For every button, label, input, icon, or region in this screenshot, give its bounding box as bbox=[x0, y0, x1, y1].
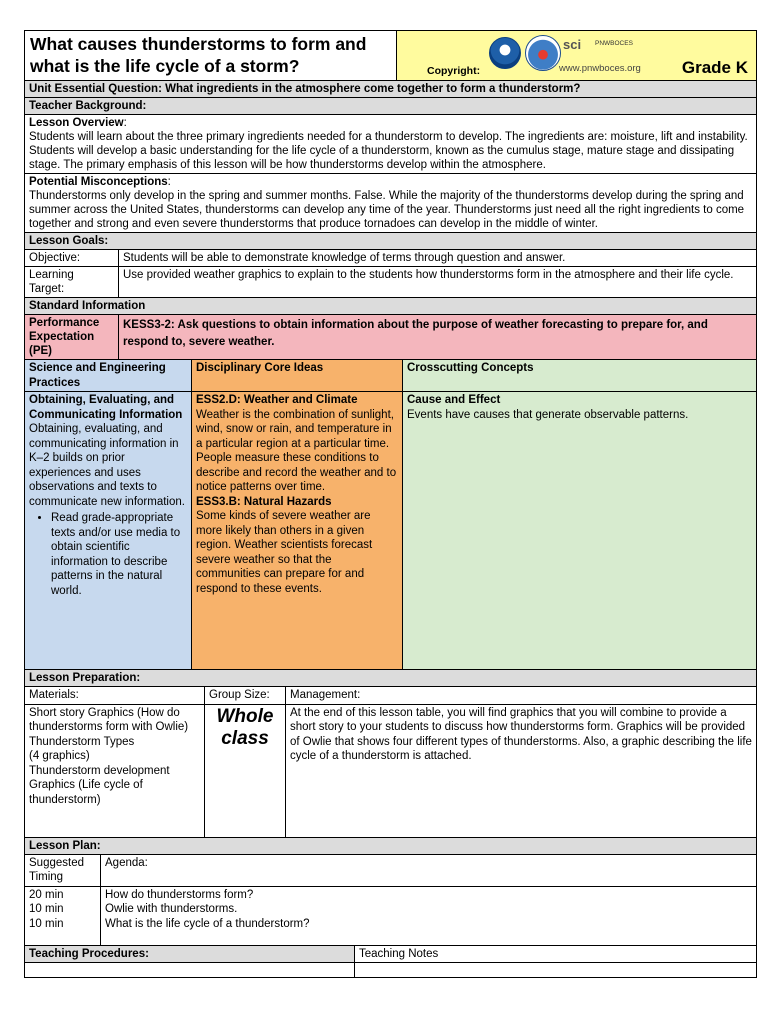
teacher-background-heading: Teacher Background: bbox=[25, 98, 756, 115]
misconceptions-label: Potential Misconceptions bbox=[29, 176, 168, 188]
title-line-1: What causes thunderstorms to form and bbox=[30, 34, 367, 54]
standards-content-row bbox=[25, 392, 756, 670]
dci-heading: Disciplinary Core Ideas bbox=[192, 360, 403, 391]
learning-target-label-2: Target: bbox=[29, 283, 65, 295]
agenda-label: Agenda: bbox=[105, 856, 148, 869]
timing-item: 10 min bbox=[29, 903, 64, 915]
pe-text: KESS3-2: Ask questions to obtain information about the purpose of weather forecasting to prepare for, and respond to, severe weather. bbox=[123, 319, 708, 348]
pe-label bbox=[25, 315, 119, 359]
timing-item: 10 min bbox=[29, 917, 64, 930]
website-text: www.pnwboces.org bbox=[559, 63, 641, 74]
teaching-notes-label: Teaching Notes bbox=[359, 947, 439, 960]
sci-logo: sci bbox=[563, 37, 582, 52]
procedures-content-row bbox=[25, 963, 756, 977]
plan-labels-row bbox=[25, 855, 756, 887]
objective-label: Objective: bbox=[25, 250, 119, 266]
notes-cell bbox=[355, 963, 756, 977]
lesson-overview-colon: : bbox=[123, 117, 127, 129]
header-logo-area bbox=[397, 31, 756, 80]
timing-list bbox=[25, 887, 101, 945]
grade-label: Grade K bbox=[681, 58, 748, 77]
material-item: Short story Graphics (How do thunderstorms form with Owlie) bbox=[29, 706, 189, 733]
lesson-overview-text: Students will learn about the three primary ingredients needed for a thunderstorm to develop. The ingredients are: moisture, lift and instability. Students will develop a basic understanding for the life cycle of a thunderstorm, known as the cumulus stage, mature stage and dissipating stage. The primary emphasis of this lesson will be how thunderstorms develop within the atmosphere. bbox=[29, 131, 748, 171]
dci-text-2: Some kinds of severe weather are more likely than others in a given region. Weather scientists forecast severe weather so that the communities can prepare for and respond to these events. bbox=[196, 510, 373, 595]
learning-target-label-1: Learning bbox=[29, 269, 74, 281]
objective-row bbox=[25, 250, 756, 267]
prep-content-row bbox=[25, 705, 756, 838]
dci-content bbox=[192, 392, 403, 669]
cc-title: Cause and Effect bbox=[407, 394, 501, 406]
learning-target-label bbox=[25, 267, 119, 297]
management-text: At the end of this lesson table, you will find graphics that you will combine to provide a short story to your students to discuss how thunderstorms form. Graphics will be provided of Owlie that shows four different types of thunderstorms. Also, a graphic describing the life cycle of a thunderstorm is attached. bbox=[290, 706, 752, 762]
pe-label-1: Performance bbox=[29, 317, 100, 329]
agenda-list bbox=[101, 887, 756, 945]
materials-label: Materials: bbox=[25, 687, 205, 704]
learning-target-text: Use provided weather graphics to explain to the students how thunderstorms form in the atmosphere and their life cycle. bbox=[123, 269, 734, 281]
pnwboces-logo: PNWBOCES bbox=[595, 40, 633, 47]
timing-label: Suggested Timing bbox=[25, 855, 101, 886]
weather-service-logo-icon bbox=[525, 35, 561, 71]
sep-bullet: • Read grade-appropriate texts and/or use media to obtain scientific information to describe patterns in the natural world. bbox=[51, 511, 187, 598]
copyright-label: Copyright: bbox=[427, 65, 481, 77]
page-title bbox=[25, 31, 397, 80]
management-label: Management: bbox=[290, 689, 361, 701]
learning-target-row bbox=[25, 267, 756, 298]
header bbox=[25, 31, 756, 81]
group-size-label: Group Size: bbox=[205, 687, 286, 704]
plan-items-row bbox=[25, 887, 756, 946]
sep-heading: Science and Engineering Practices bbox=[25, 360, 192, 391]
sep-title: Obtaining, Evaluating, and Communicating Information bbox=[29, 394, 183, 421]
sep-bullet-list bbox=[29, 511, 187, 598]
agenda-item: How do thunderstorms form? bbox=[105, 888, 254, 901]
prep-labels-row bbox=[25, 687, 756, 705]
dci-title-2: ESS3.B: Natural Hazards bbox=[196, 495, 332, 508]
pe-label-3: (PE) bbox=[29, 345, 52, 357]
title-line-2: what is the life cycle of a storm? bbox=[30, 56, 300, 76]
lesson-preparation-heading: Lesson Preparation: bbox=[25, 670, 756, 687]
standard-information-heading: Standard Information bbox=[25, 298, 756, 315]
performance-expectation-row bbox=[25, 315, 756, 360]
sep-content bbox=[25, 392, 192, 669]
noaa-logo-icon bbox=[489, 37, 521, 69]
lesson-plan-heading: Lesson Plan: bbox=[25, 838, 756, 855]
lesson-goals-heading: Lesson Goals: bbox=[25, 233, 756, 250]
sep-text: Obtaining, evaluating, and communicating information in K–2 builds on prior experiences and uses observations and texts to communicate new information. bbox=[29, 423, 185, 508]
misconceptions-text: Thunderstorms only develop in the spring and summer months. False. While the majority of the thunderstorms develop during the spring and summer across the United States, thunderstorms can develop any time of the year. Thunderstorms just need all the right ingredients to come together and strong and even severe thunderstorms that produce tornadoes can develop in the middle of winter. bbox=[29, 190, 745, 230]
material-item: Thunderstorm development Graphics (Life cycle of thunderstorm) bbox=[29, 764, 170, 806]
objective-text: Students will be able to demonstrate knowledge of terms through question and answer. bbox=[123, 252, 566, 264]
agenda-item: What is the life cycle of a thunderstorm? bbox=[105, 917, 310, 930]
lesson-overview-label: Lesson Overview bbox=[29, 117, 124, 129]
lesson-plan-table bbox=[24, 30, 757, 978]
essential-question: Unit Essential Question: What ingredients in the atmosphere come together to form a thunderstorm? bbox=[25, 81, 756, 98]
dci-text-1: Weather is the combination of sunlight, wind, snow or rain, and temperature in a particular region at a particular time. People measure these conditions to describe and record the weather and to notice patterns over time. bbox=[196, 408, 397, 493]
misconceptions-colon: : bbox=[167, 176, 171, 188]
cc-text: Events have causes that generate observable patterns. bbox=[407, 408, 689, 421]
material-item: (4 graphics) bbox=[29, 750, 90, 762]
agenda-item: Owlie with thunderstorms. bbox=[105, 903, 238, 915]
lesson-overview bbox=[25, 115, 756, 174]
procedures-cell bbox=[25, 963, 355, 977]
standards-headings-row bbox=[25, 360, 756, 392]
pe-label-2: Expectation bbox=[29, 331, 95, 343]
teaching-procedures-label: Teaching Procedures: bbox=[25, 946, 355, 963]
materials-list bbox=[25, 705, 205, 837]
dci-title-1: ESS2.D: Weather and Climate bbox=[196, 394, 358, 406]
procedures-heading-row bbox=[25, 946, 756, 964]
group-size-value: Whole class bbox=[205, 705, 286, 837]
timing-item: 20 min bbox=[29, 888, 64, 901]
cc-heading: Crosscutting Concepts bbox=[403, 360, 756, 391]
misconceptions bbox=[25, 174, 756, 233]
cc-content bbox=[403, 392, 756, 669]
material-item: Thunderstorm Types bbox=[29, 735, 135, 748]
